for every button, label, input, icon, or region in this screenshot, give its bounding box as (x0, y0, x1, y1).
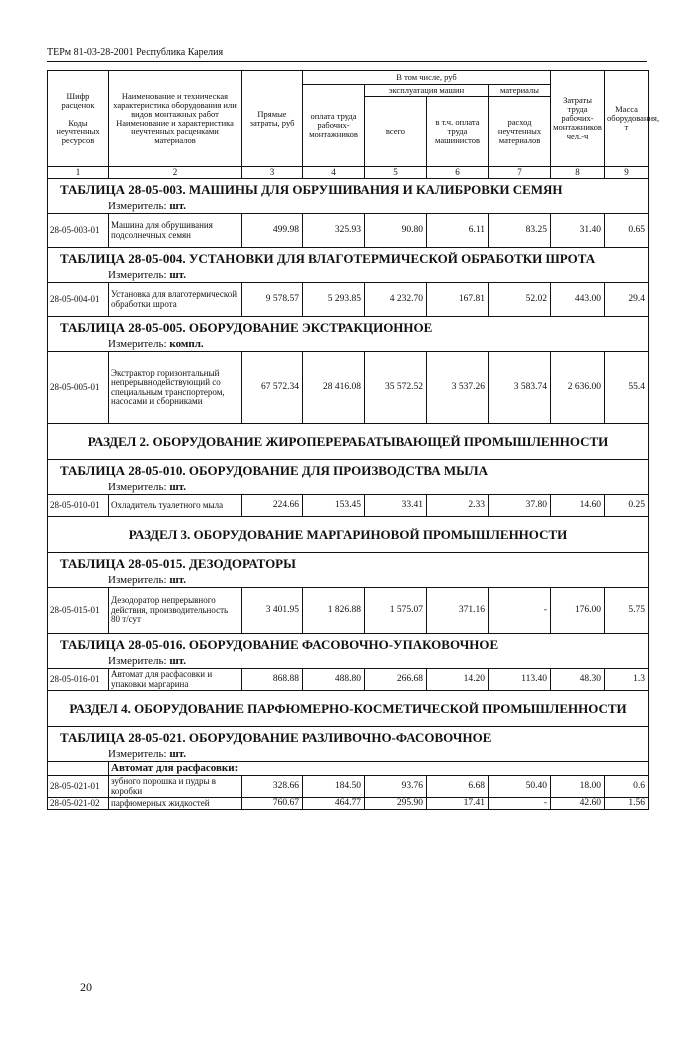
column-numbers-row (48, 167, 649, 179)
razdel-title: РАЗДЕЛ 3. ОБОРУДОВАНИЕ МАРГАРИНОВОЙ ПРОМЫШЛЕННОСТИ (48, 517, 649, 553)
measure-unit (48, 575, 649, 588)
cell-hours: 31.40 (551, 214, 605, 248)
cell-mass: 1.56 (605, 798, 649, 810)
cell-hours: 42.60 (551, 798, 605, 810)
measure-unit (48, 656, 649, 669)
col-name-header: Наименование и техническая характеристика оборудования или видов монтажных работ Наименование и характеристика неучтенных расценками материалов (109, 71, 242, 167)
cell-name: зубного порошка и пудры в коробки (109, 776, 242, 798)
measure-row (48, 201, 649, 214)
cell-unacc: 113.40 (489, 669, 551, 691)
col-labor-header: оплата труда рабочих-монтажников (303, 85, 365, 167)
cell-labor: 28 416.08 (303, 352, 365, 424)
cell-unacc: - (489, 588, 551, 634)
cell-pay: 14.20 (427, 669, 489, 691)
measure-value: шт. (169, 654, 186, 667)
table-title-row (48, 248, 649, 270)
cell-mass: 55.4 (605, 352, 649, 424)
cell-direct: 67 572.34 (242, 352, 303, 424)
cell-total: 295.90 (365, 798, 427, 810)
measure-label: Измеритель: (108, 747, 167, 760)
cell-unacc: - (489, 798, 551, 810)
cell-labor: 488.80 (303, 669, 365, 691)
cell-pay: 3 537.26 (427, 352, 489, 424)
measure-label: Измеритель: (108, 573, 167, 586)
rates-table (47, 70, 660, 810)
col-code-header: Шифр расценок Коды неучтенных ресурсов (48, 71, 109, 167)
table-row (48, 669, 649, 691)
table-title: ТАБЛИЦА 28-05-021. ОБОРУДОВАНИЕ РАЗЛИВОЧНО-ФАСОВОЧНОЕ (48, 727, 649, 749)
cell-mass: 5.75 (605, 588, 649, 634)
cell-name: парфюмерных жидкостей (109, 798, 242, 810)
table-title: ТАБЛИЦА 28-05-010. ОБОРУДОВАНИЕ ДЛЯ ПРОИЗВОДСТВА МЫЛА (48, 460, 649, 482)
table-row (48, 588, 649, 634)
cell-mass: 1.3 (605, 669, 649, 691)
cell-code: 28-05-021-01 (48, 776, 109, 798)
cell-unacc: 37.80 (489, 495, 551, 517)
col-incl-header: В том числе, руб (303, 71, 551, 85)
cell-name: Дезодоратор непрерывного действия, производительность 80 т/сут (109, 588, 242, 634)
col-unacc-header: расход неучтенных материалов (489, 97, 551, 167)
table-row (48, 352, 649, 424)
cell-pay: 167.81 (427, 283, 489, 317)
table-title-row (48, 634, 649, 656)
col-incl-pay-header: в т.ч. оплата труда машинистов (427, 97, 489, 167)
measure-unit (48, 749, 649, 762)
cell-labor: 184.50 (303, 776, 365, 798)
cell-code: 28-05-003-01 (48, 214, 109, 248)
measure-row (48, 339, 649, 352)
cell-pay: 371.16 (427, 588, 489, 634)
column-number: 8 (551, 167, 605, 179)
cell-labor: 325.93 (303, 214, 365, 248)
column-number: 9 (605, 167, 649, 179)
cell-hours: 18.00 (551, 776, 605, 798)
cell-hours: 48.30 (551, 669, 605, 691)
table-row (48, 214, 649, 248)
cell-direct: 3 401.95 (242, 588, 303, 634)
col-labor-cost-header: Затраты труда рабочих-монтажников чел.-ч (551, 71, 605, 167)
cell-hours: 2 636.00 (551, 352, 605, 424)
table-title-row (48, 727, 649, 749)
col-direct-header: Прямые затраты, руб (242, 71, 303, 167)
measure-row (48, 482, 649, 495)
cell-labor: 5 293.85 (303, 283, 365, 317)
table-title-row (48, 460, 649, 482)
cell-mass: 0.25 (605, 495, 649, 517)
table-title-row (48, 553, 649, 575)
column-number: 7 (489, 167, 551, 179)
cell-code: 28-05-021-02 (48, 798, 109, 810)
table-row (48, 798, 649, 810)
measure-value: шт. (169, 747, 186, 760)
cell-mass: 0.6 (605, 776, 649, 798)
section-razdel-row (48, 517, 649, 553)
col-machines-header: эксплуатация машин (365, 85, 489, 97)
razdel-title: РАЗДЕЛ 2. ОБОРУДОВАНИЕ ЖИРОПЕРЕРАБАТЫВАЮЩЕЙ ПРОМЫШЛЕННОСТИ (48, 424, 649, 460)
cell-total: 90.80 (365, 214, 427, 248)
col-mass-header: Масса оборудования, т (605, 71, 649, 167)
cell-name: Автомат для расфасовки и упаковки маргарина (109, 669, 242, 691)
page-number: 20 (80, 980, 92, 994)
cell-unacc: 50.40 (489, 776, 551, 798)
table-row (48, 283, 649, 317)
table-row (48, 495, 649, 517)
measure-label: Измеритель: (108, 654, 167, 667)
group-label: Автомат для расфасовки: (109, 762, 649, 776)
cell-mass: 0.65 (605, 214, 649, 248)
document-header: ТЕРм 81-03-28-2001 Республика Карелия (47, 47, 224, 58)
cell-total: 93.76 (365, 776, 427, 798)
table-title-row (48, 179, 649, 201)
cell-pay: 6.11 (427, 214, 489, 248)
table-title: ТАБЛИЦА 28-05-016. ОБОРУДОВАНИЕ ФАСОВОЧНО-УПАКОВОЧНОЕ (48, 634, 649, 656)
cell-hours: 443.00 (551, 283, 605, 317)
measure-row (48, 656, 649, 669)
measure-row (48, 270, 649, 283)
table-title: ТАБЛИЦА 28-05-004. УСТАНОВКИ ДЛЯ ВЛАГОТЕРМИЧЕСКОЙ ОБРАБОТКИ ШРОТА (48, 248, 649, 270)
razdel-title: РАЗДЕЛ 4. ОБОРУДОВАНИЕ ПАРФЮМЕРНО-КОСМЕТИЧЕСКОЙ ПРОМЫШЛЕННОСТИ (48, 691, 649, 727)
cell-direct: 328.66 (242, 776, 303, 798)
cell-name: Машина для обрушивания подсолнечных семян (109, 214, 242, 248)
measure-unit (48, 201, 649, 214)
measure-unit (48, 270, 649, 283)
cell-total: 266.68 (365, 669, 427, 691)
col-materials-header: материалы (489, 85, 551, 97)
column-number: 4 (303, 167, 365, 179)
cell-pay: 6.68 (427, 776, 489, 798)
cell-code: 28-05-010-01 (48, 495, 109, 517)
column-number: 3 (242, 167, 303, 179)
cell-direct: 499.98 (242, 214, 303, 248)
table-title: ТАБЛИЦА 28-05-015. ДЕЗОДОРАТОРЫ (48, 553, 649, 575)
table-title: ТАБЛИЦА 28-05-005. ОБОРУДОВАНИЕ ЭКСТРАКЦИОННОЕ (48, 317, 649, 339)
measure-value: шт. (169, 480, 186, 493)
measure-label: Измеритель: (108, 337, 167, 350)
cell-unacc: 3 583.74 (489, 352, 551, 424)
cell-hours: 176.00 (551, 588, 605, 634)
measure-row (48, 575, 649, 588)
cell-unacc: 52.02 (489, 283, 551, 317)
column-number: 5 (365, 167, 427, 179)
cell-direct: 868.88 (242, 669, 303, 691)
cell-labor: 464.77 (303, 798, 365, 810)
measure-value: шт. (169, 268, 186, 281)
measure-label: Измеритель: (108, 199, 167, 212)
empty-cell (48, 762, 109, 776)
table-title: ТАБЛИЦА 28-05-003. МАШИНЫ ДЛЯ ОБРУШИВАНИЯ И КАЛИБРОВКИ СЕМЯН (48, 179, 649, 201)
section-razdel-row (48, 424, 649, 460)
cell-code: 28-05-005-01 (48, 352, 109, 424)
column-number: 2 (109, 167, 242, 179)
cell-direct: 760.67 (242, 798, 303, 810)
cell-code: 28-05-016-01 (48, 669, 109, 691)
cell-direct: 224.66 (242, 495, 303, 517)
cell-labor: 1 826.88 (303, 588, 365, 634)
section-razdel-row (48, 691, 649, 727)
cell-pay: 17.41 (427, 798, 489, 810)
measure-unit (48, 339, 649, 352)
measure-label: Измеритель: (108, 480, 167, 493)
cell-code: 28-05-004-01 (48, 283, 109, 317)
col-total-header: всего (365, 97, 427, 167)
group-row (48, 762, 649, 776)
cell-unacc: 83.25 (489, 214, 551, 248)
measure-value: шт. (169, 199, 186, 212)
table-row (48, 776, 649, 798)
cell-total: 1 575.07 (365, 588, 427, 634)
cell-code: 28-05-015-01 (48, 588, 109, 634)
cell-hours: 14.60 (551, 495, 605, 517)
table-title-row (48, 317, 649, 339)
cell-total: 4 232.70 (365, 283, 427, 317)
cell-mass: 29.4 (605, 283, 649, 317)
cell-total: 35 572.52 (365, 352, 427, 424)
column-number: 1 (48, 167, 109, 179)
cell-total: 33.41 (365, 495, 427, 517)
cell-pay: 2.33 (427, 495, 489, 517)
cell-name: Охладитель туалетного мыла (109, 495, 242, 517)
measure-row (48, 749, 649, 762)
cell-direct: 9 578.57 (242, 283, 303, 317)
measure-label: Измеритель: (108, 268, 167, 281)
measure-value: компл. (169, 337, 204, 350)
header-rule (47, 61, 647, 62)
column-number: 6 (427, 167, 489, 179)
cell-labor: 153.45 (303, 495, 365, 517)
measure-unit (48, 482, 649, 495)
cell-name: Установка для влаготермической обработки шрота (109, 283, 242, 317)
cell-name: Экстрактор горизонтальный непрерывнодействующий со специальным транспортером, насосами и сборниками (109, 352, 242, 424)
measure-value: шт. (169, 573, 186, 586)
